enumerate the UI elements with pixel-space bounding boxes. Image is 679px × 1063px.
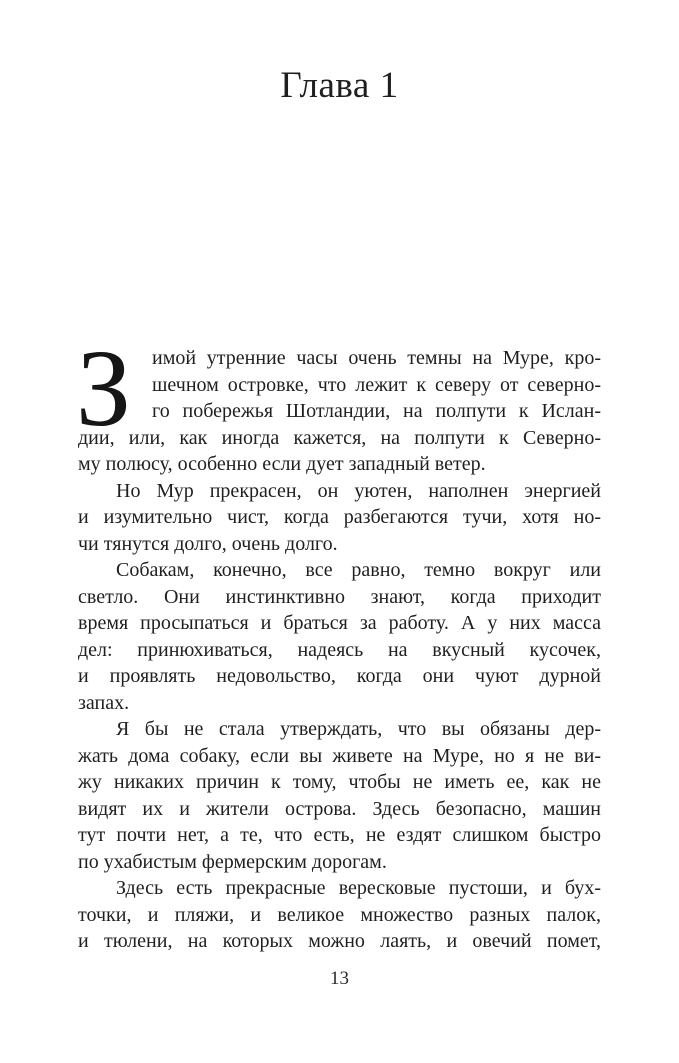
text-line: светло. Они инстинктивно знают, когда приходит bbox=[78, 585, 601, 608]
text-line: жать дома собаку, если вы живете на Муре, но я не ви- bbox=[78, 744, 601, 767]
text-line: го побережья Шотландии, на полпути к Ислан- bbox=[152, 400, 601, 422]
drop-cap-box bbox=[76, 327, 152, 449]
text-line: и проявлять недовольство, когда они чуют дурной bbox=[78, 665, 601, 687]
text-line: по ухабистым фермерским дорогам. bbox=[78, 850, 387, 873]
text-line: Здесь есть прекрасные вересковые пустоши, и бух- bbox=[116, 877, 601, 899]
text-line: дии, или, как иногда кажется, на полпути к Северно- bbox=[78, 426, 601, 449]
page-number: 13 bbox=[330, 968, 349, 989]
paragraph bbox=[78, 557, 601, 716]
text-block bbox=[76, 327, 601, 955]
drop-cap: З bbox=[76, 327, 132, 449]
paragraph-opening bbox=[76, 327, 601, 478]
text-line: Я бы не стала утверждать, что вы обязаны дер- bbox=[116, 718, 601, 740]
text-line: имой утренние часы очень темны на Муре, кро- bbox=[152, 347, 601, 369]
text-line: время просыпаться и браться за работу. А у них масса bbox=[78, 612, 601, 634]
paragraph bbox=[78, 478, 601, 558]
text-line: му полюсу, особенно если дует западный ветер. bbox=[78, 453, 486, 475]
text-line: дел: принюхиваться, надеясь на вкусный кусочек, bbox=[78, 638, 601, 661]
text-line: точки, и пляжи, и великое множество разных палок, bbox=[78, 903, 601, 926]
text-line: запах. bbox=[78, 691, 130, 714]
text-line: и тюлени, на которых можно лаять, и овечий помет, bbox=[78, 930, 601, 952]
paragraph bbox=[78, 716, 601, 875]
text-line: Но Мур прекрасен, он уютен, наполнен энергией bbox=[116, 479, 601, 502]
paragraph bbox=[78, 875, 601, 955]
text-line: видят их и жители острова. Здесь безопасно, машин bbox=[78, 797, 601, 820]
text-line: тут почти нет, а те, что есть, не ездят слишком быстро bbox=[78, 824, 601, 846]
text-line: Собакам, конечно, все равно, темно вокруг или bbox=[116, 559, 601, 581]
text-line: жу никаких причин к тому, чтобы не иметь ее, как не bbox=[78, 771, 601, 793]
text-line: чи тянутся долго, очень долго. bbox=[78, 532, 338, 555]
text-line: и изумительно чист, когда разбегаются тучи, хотя но- bbox=[78, 506, 601, 528]
chapter-heading: Глава 1 bbox=[280, 65, 399, 106]
text-line: шечном островке, что лежит к северу от северно- bbox=[152, 373, 601, 396]
